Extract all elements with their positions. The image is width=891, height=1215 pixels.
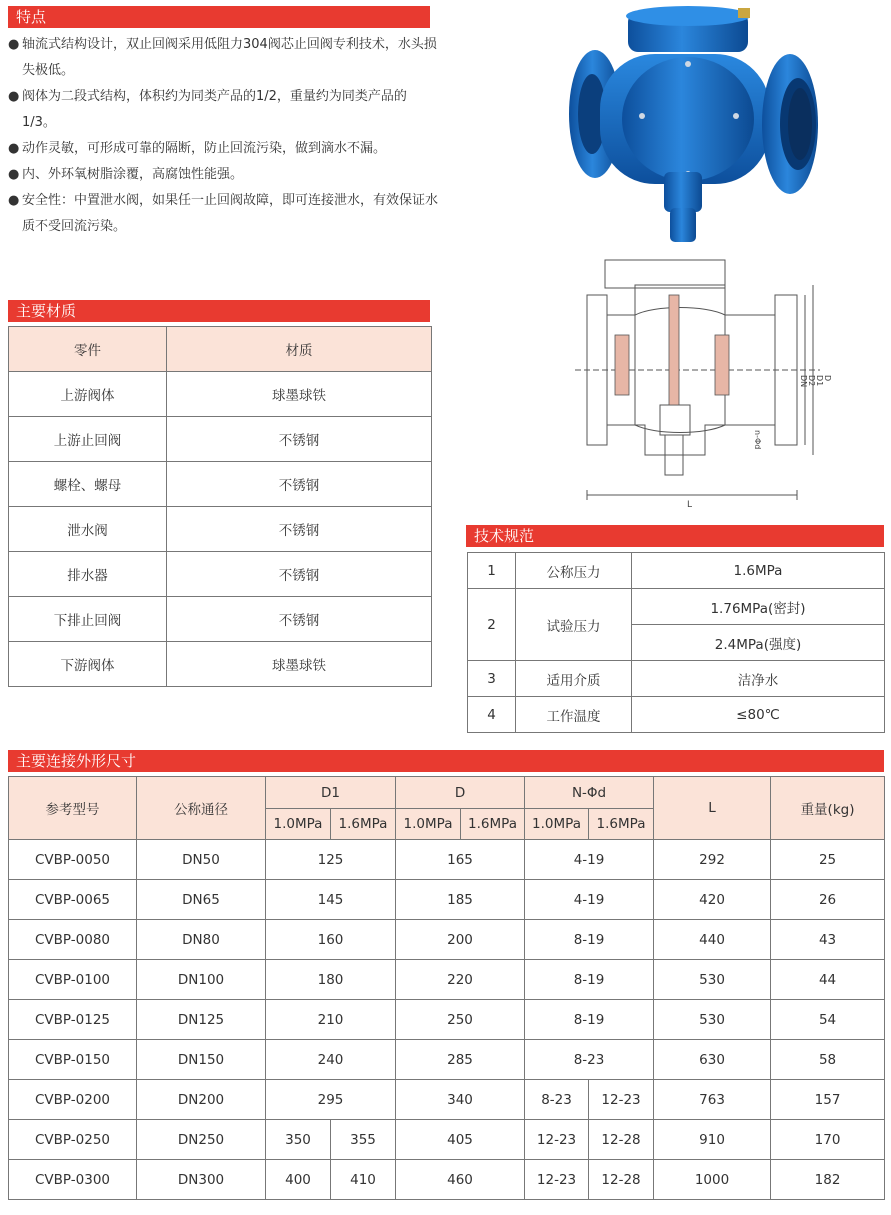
table-row (9, 372, 432, 417)
dn-cell: DN250 (137, 1120, 266, 1160)
feature-text: 轴流式结构设计，双止回阀采用低阻力304阀芯止回阀专利技术，水头损失极低。 (22, 37, 437, 78)
part-cell: 排水器 (9, 552, 167, 597)
feature-item (8, 188, 438, 240)
d1-cell: 400 (266, 1160, 331, 1200)
table-row (9, 1120, 885, 1160)
d1-cell: 145 (266, 880, 396, 920)
d-cell: 185 (396, 880, 525, 920)
model-cell: CVBP-0050 (9, 840, 137, 880)
weight-cell: 157 (771, 1080, 885, 1120)
d-cell: 285 (396, 1040, 525, 1080)
spec-no-cell: 2 (468, 589, 516, 661)
part-cell: 下游阀体 (9, 642, 167, 687)
valve-drawing (575, 255, 835, 520)
bullet-icon: ● (8, 141, 20, 156)
model-cell: CVBP-0150 (9, 1040, 137, 1080)
part-cell: 下排止回阀 (9, 597, 167, 642)
d-cell: 405 (396, 1120, 525, 1160)
feature-text: 安全性：中置泄水阀，如果任一止回阀故障，即可连接泄水，有效保证水质不受回流污染。 (22, 193, 439, 234)
weight-cell: 43 (771, 920, 885, 960)
part-cell: 上游止回阀 (9, 417, 167, 462)
l-cell: 910 (654, 1120, 771, 1160)
table-row (468, 553, 885, 589)
spec-value-cell: 洁净水 (632, 661, 885, 697)
dn-cell: DN200 (137, 1080, 266, 1120)
table-row (9, 417, 432, 462)
valve-photo (560, 4, 830, 244)
spec-no-cell: 4 (468, 697, 516, 733)
l-cell: 292 (654, 840, 771, 880)
part-cell: 泄水阀 (9, 507, 167, 552)
dim-label-l: L (687, 500, 693, 510)
spec-value-cell: ≤80℃ (632, 697, 885, 733)
table-row (468, 661, 885, 697)
material-cell: 不锈钢 (167, 417, 432, 462)
weight-cell: 170 (771, 1120, 885, 1160)
feature-text: 内、外环氧树脂涂覆，高腐蚀性能强。 (22, 167, 244, 182)
dim-label-dn: DN (799, 375, 808, 388)
dims-header-l: L (654, 777, 771, 840)
dims-header-model: 参考型号 (9, 777, 137, 840)
bullet-icon: ● (8, 37, 20, 52)
model-cell: CVBP-0125 (9, 1000, 137, 1040)
nd-cell: 8-19 (525, 960, 654, 1000)
nd-cell: 12-28 (589, 1160, 654, 1200)
l-cell: 1000 (654, 1160, 771, 1200)
d-cell: 220 (396, 960, 525, 1000)
dn-cell: DN80 (137, 920, 266, 960)
table-row (9, 880, 885, 920)
nd-cell: 12-23 (525, 1160, 589, 1200)
dims-header-p16: 1.6MPa (589, 809, 654, 840)
d1-cell: 410 (331, 1160, 396, 1200)
feature-text: 动作灵敏，可形成可靠的隔断，防止回流污染，做到滴水不漏。 (22, 141, 387, 156)
model-cell: CVBP-0250 (9, 1120, 137, 1160)
dims-table (8, 776, 885, 1200)
model-cell: CVBP-0300 (9, 1160, 137, 1200)
table-row (468, 589, 885, 625)
weight-cell: 26 (771, 880, 885, 920)
dn-cell: DN50 (137, 840, 266, 880)
features-title: 特点 (8, 6, 430, 28)
dn-cell: DN150 (137, 1040, 266, 1080)
spec-title: 技术规范 (466, 525, 884, 547)
table-row (9, 462, 432, 507)
feature-item (8, 32, 438, 84)
dims-header-p10: 1.0MPa (525, 809, 589, 840)
nd-cell: 12-23 (525, 1120, 589, 1160)
table-row (9, 507, 432, 552)
d1-cell: 125 (266, 840, 396, 880)
material-cell: 球墨球铁 (167, 372, 432, 417)
dims-header-d1: D1 (266, 777, 396, 809)
d-cell: 165 (396, 840, 525, 880)
table-row (9, 642, 432, 687)
table-row (9, 840, 885, 880)
l-cell: 440 (654, 920, 771, 960)
dims-header-p10: 1.0MPa (396, 809, 461, 840)
l-cell: 763 (654, 1080, 771, 1120)
dims-header-p10: 1.0MPa (266, 809, 331, 840)
dims-header-p16: 1.6MPa (331, 809, 396, 840)
feature-item (8, 84, 438, 136)
material-cell: 不锈钢 (167, 552, 432, 597)
bullet-icon: ● (8, 89, 20, 104)
l-cell: 530 (654, 1000, 771, 1040)
dims-header-dn: 公称通径 (137, 777, 266, 840)
d-cell: 340 (396, 1080, 525, 1120)
spec-no-cell: 3 (468, 661, 516, 697)
weight-cell: 54 (771, 1000, 885, 1040)
table-row (9, 920, 885, 960)
table-row (468, 697, 885, 733)
d1-cell: 180 (266, 960, 396, 1000)
feature-text: 阀体为二段式结构，体积约为同类产品的1/2，重量约为同类产品的1/3。 (22, 89, 407, 130)
part-cell: 螺栓、螺母 (9, 462, 167, 507)
spec-value-cell: 1.6MPa (632, 553, 885, 589)
features-list (8, 32, 438, 240)
dims-header-d: D (396, 777, 525, 809)
weight-cell: 44 (771, 960, 885, 1000)
spec-name-cell: 工作温度 (516, 697, 632, 733)
d-cell: 460 (396, 1160, 525, 1200)
bullet-icon: ● (8, 167, 20, 182)
dims-header-nd: N-Φd (525, 777, 654, 809)
d1-cell: 350 (266, 1120, 331, 1160)
materials-header-material: 材质 (167, 327, 432, 372)
materials-header-row (9, 327, 432, 372)
table-row (9, 552, 432, 597)
l-cell: 530 (654, 960, 771, 1000)
dims-header-p16: 1.6MPa (461, 809, 525, 840)
spec-value-cell: 1.76MPa(密封) (632, 589, 885, 625)
spec-name-cell: 适用介质 (516, 661, 632, 697)
table-row (9, 1000, 885, 1040)
dn-cell: DN300 (137, 1160, 266, 1200)
material-cell: 不锈钢 (167, 597, 432, 642)
spec-table (467, 552, 885, 733)
nd-cell: 12-23 (589, 1080, 654, 1120)
spec-name-cell: 公称压力 (516, 553, 632, 589)
dn-cell: DN100 (137, 960, 266, 1000)
weight-cell: 25 (771, 840, 885, 880)
table-row (9, 1160, 885, 1200)
nd-cell: 4-19 (525, 840, 654, 880)
l-cell: 630 (654, 1040, 771, 1080)
nd-cell: 4-19 (525, 880, 654, 920)
nd-cell: 8-19 (525, 920, 654, 960)
dn-cell: DN65 (137, 880, 266, 920)
model-cell: CVBP-0200 (9, 1080, 137, 1120)
d1-cell: 160 (266, 920, 396, 960)
feature-item (8, 162, 438, 188)
model-cell: CVBP-0100 (9, 960, 137, 1000)
spec-no-cell: 1 (468, 553, 516, 589)
nd-cell: 8-23 (525, 1080, 589, 1120)
table-row (9, 960, 885, 1000)
material-cell: 不锈钢 (167, 507, 432, 552)
nd-cell: 12-28 (589, 1120, 654, 1160)
materials-header-part: 零件 (9, 327, 167, 372)
material-cell: 不锈钢 (167, 462, 432, 507)
dn-cell: DN125 (137, 1000, 266, 1040)
nd-cell: 8-23 (525, 1040, 654, 1080)
model-cell: CVBP-0065 (9, 880, 137, 920)
dims-header-weight: 重量(kg) (771, 777, 885, 840)
weight-cell: 182 (771, 1160, 885, 1200)
nd-cell: 8-19 (525, 1000, 654, 1040)
d-cell: 200 (396, 920, 525, 960)
dim-label-nd: n-Φd (753, 430, 762, 450)
d1-cell: 355 (331, 1120, 396, 1160)
d1-cell: 210 (266, 1000, 396, 1040)
spec-name-cell: 试验压力 (516, 589, 632, 661)
d1-cell: 295 (266, 1080, 396, 1120)
dim-label-d1: D1 (815, 375, 824, 387)
model-cell: CVBP-0080 (9, 920, 137, 960)
d1-cell: 240 (266, 1040, 396, 1080)
spec-value-cell: 2.4MPa(强度) (632, 625, 885, 661)
bullet-icon: ● (8, 193, 20, 208)
weight-cell: 58 (771, 1040, 885, 1080)
table-row (9, 597, 432, 642)
materials-table (8, 326, 432, 687)
d-cell: 250 (396, 1000, 525, 1040)
dims-title: 主要连接外形尺寸 (8, 750, 884, 772)
part-cell: 上游阀体 (9, 372, 167, 417)
dim-label-d2: D2 (807, 375, 816, 387)
table-row (9, 1040, 885, 1080)
material-cell: 球墨球铁 (167, 642, 432, 687)
l-cell: 420 (654, 880, 771, 920)
materials-title: 主要材质 (8, 300, 430, 322)
dim-label-d: D (823, 375, 832, 382)
feature-item (8, 136, 438, 162)
table-row (9, 1080, 885, 1120)
